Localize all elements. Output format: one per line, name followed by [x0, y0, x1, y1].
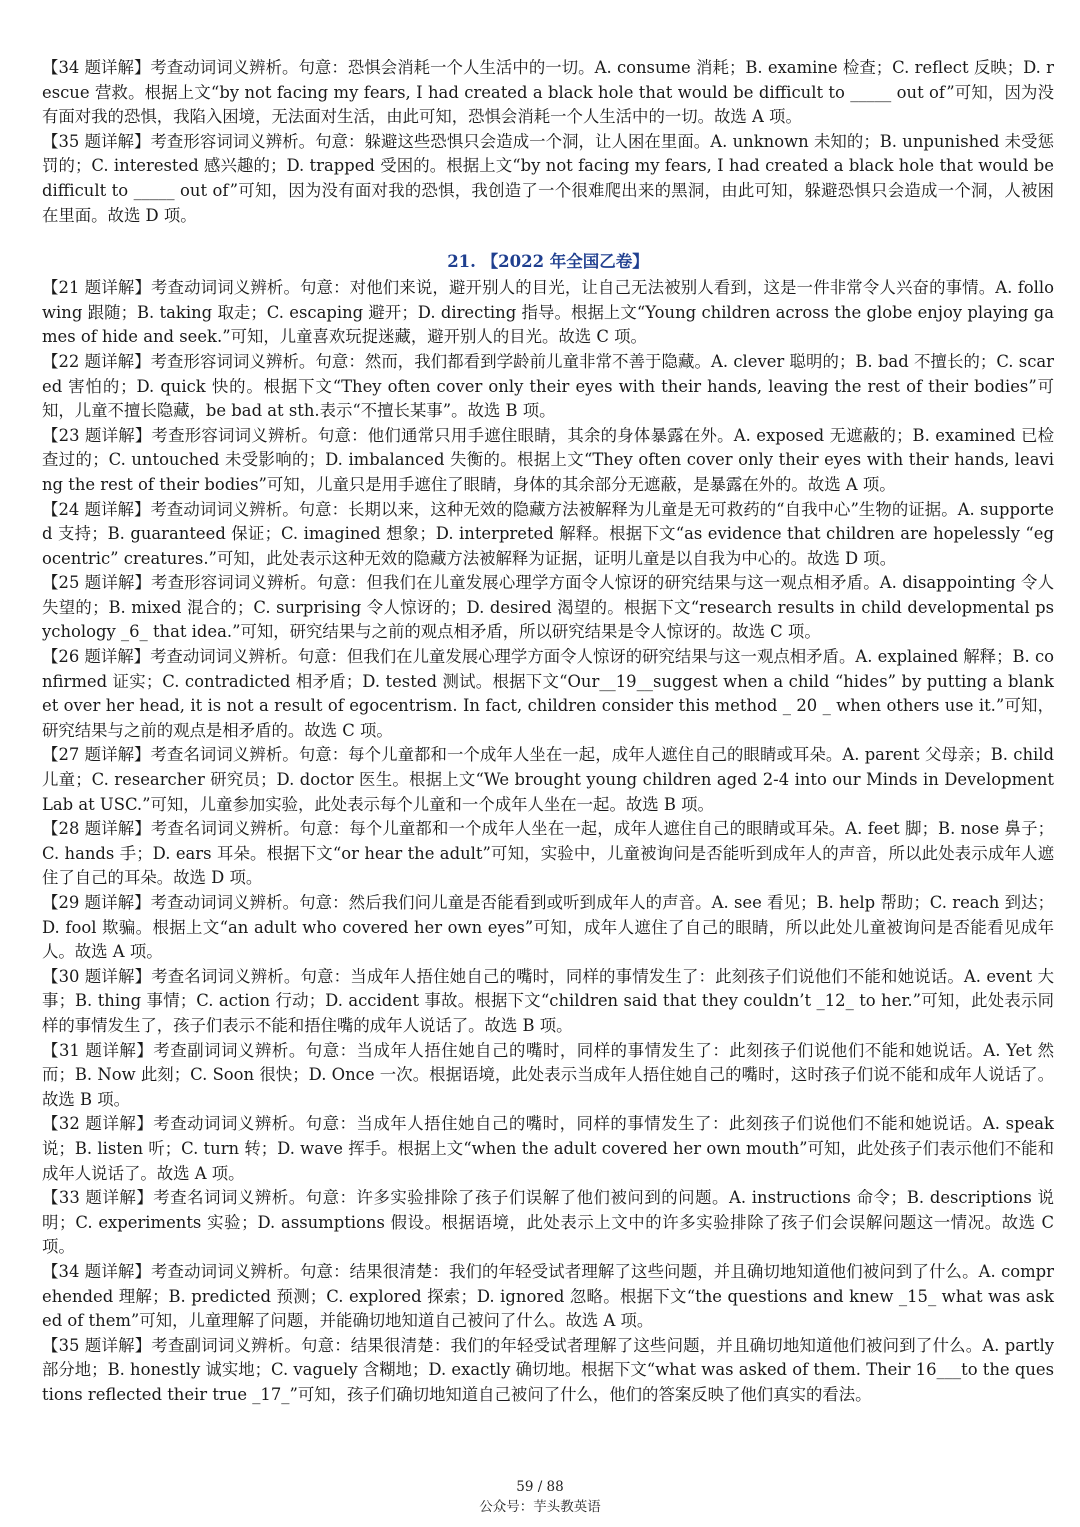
- page-number: 59 / 88: [516, 1479, 564, 1495]
- explanation-paragraph: 【28 题详解】考查名词词义辨析。句意：每个儿童都和一个成年人坐在一起，成年人遮住自己的眼睛或耳朵。A. feet 脚；B. nose 鼻子；C. hands 手；D. ears 耳朵。根据下文“or hear the adult”可知，实验中，儿童被询问是否能听到成年人的声音，所以此处表示成年人遮住了自己的耳朵。故选 D 项。: [42, 819, 1054, 888]
- explanation-paragraph: 【24 题详解】考查动词词义辨析。句意：长期以来，这种无效的隐藏方法被解释为儿童是无可救药的“自我中心”生物的证据。A. supported 支持；B. guaranteed 保证；C. imagined 想象；D. interpreted 解释。根据下文“as evidence that children are hopelessly “egocentric” creatures.”可知，此处表示这种无效的隐藏方法被解释为证据，证明儿童是以自我为中心的。故选 D 项。: [42, 499, 1054, 568]
- explanation-paragraph: 【21 题详解】考查动词词义辨析。句意：对他们来说，避开别人的目光，让自己无法被别人看到，这是一件非常令人兴奋的事情。A. following 跟随；B. taking 取走；C. escaping 避开；D. directing 指导。根据上文“Young children across the globe enjoy playing games of hide and seek.”可知，儿童喜欢玩捉迷藏，避开别人的目光。故选 C 项。: [42, 278, 1054, 347]
- explanation-paragraph: 【23 题详解】考查形容词词义辨析。句意：他们通常只用手遮住眼睛，其余的身体暴露在外。A. exposed 无遮蔽的；B. examined 已检查过的；C. untouched 未受影响的；D. imbalanced 失衡的。根据上文“They often cover only their eyes with their hands, leaving the rest of their bodies”可知，儿童只是用手遮住了眼睛，身体的其余部分无遮蔽，是暴露在外的。故选 A 项。: [42, 425, 1054, 494]
- explanation-paragraph: 【33 题详解】考查名词词义辨析。句意：许多实验排除了孩子们误解了他们被问到的问题。A. instructions 命令；B. descriptions 说明；C. experiments 实验；D. assumptions 假设。根据语境，此处表示上文中的许多实验排除了孩子们会误解问题这一情况。故选 C 项。: [42, 1188, 1054, 1257]
- explanation-paragraph: 【35 题详解】考查形容词词义辨析。句意：躲避这些恐惧只会造成一个洞，让人困在里面。A. unknown 未知的；B. unpunished 未受惩罚的；C. interested 感兴趣的；D. trapped 受困的。根据上文“by not facing my fears, I had created a black hole that would be difficult to _____ out of”可知，因为没有面对我的恐惧，我创造了一个很难爬出来的黑洞，由此可知，躲避恐惧只会造成一个洞，人被困在里面。故选 D 项。: [42, 131, 1054, 225]
- explanation-paragraph: 【32 题详解】考查动词词义辨析。句意：当成年人捂住她自己的嘴时，同样的事情发生了：此刻孩子们说他们不能和她说话。A. speak 说；B. listen 听；C. turn 转；D. wave 挥手。根据上文“when the adult covered her own mouth”可知，此处孩子们表示他们不能和成年人说话了。故选 A 项。: [42, 1114, 1054, 1183]
- section-title: 21. 【2022 年全国乙卷】: [447, 252, 649, 272]
- explanation-paragraph: 【29 题详解】考查动词词义辨析。句意：然后我们问儿童是否能看到或听到成年人的声音。A. see 看见；B. help 帮助；C. reach 到达；D. fool 欺骗。根据上文“an adult who covered her own eyes”可知，成年人遮住了自己的眼睛，所以此处儿童被询问是否能看见成年人。故选 A 项。: [42, 893, 1054, 962]
- account-name: 公众号：芋头教英语: [479, 1499, 601, 1515]
- explanation-paragraph: 【26 题详解】考查动词词义辨析。句意：但我们在儿童发展心理学方面令人惊讶的研究结果与这一观点相矛盾。A. explained 解释；B. confirmed 证实；C. contradicted 相矛盾；D. tested 测试。根据下文“Our__19__suggest when a child “hides” by putting a blanket over her head, it is not a result of egocentrism. In fact, children consider this method _ 20 _ when others use it.”可知，研究结果与之前的观点是相矛盾的。故选 C 项。: [42, 647, 1054, 740]
- explanation-paragraph: 【25 题详解】考查形容词词义辨析。句意：但我们在儿童发展心理学方面令人惊讶的研究结果与这一观点相矛盾。A. disappointing 令人失望的；B. mixed 混合的；C. surprising 令人惊讶的；D. desired 渴望的。根据下文“research results in child developmental psychology _6_ that idea.”可知，研究结果与之前的观点相矛盾，所以研究结果是令人惊讶的。故选 C 项。: [42, 573, 1054, 642]
- explanation-paragraph: 【31 题详解】考查副词词义辨析。句意：当成年人捂住她自己的嘴时，同样的事情发生了：此刻孩子们说他们不能和她说话。A. Yet 然而；B. Now 此刻；C. Soon 很快；D. Once 一次。根据语境，此处表示当成年人捂住她自己的嘴时，这时孩子们说不能和成年人说话了。故选 B 项。: [42, 1040, 1054, 1109]
- explanation-paragraph: 【34 题详解】考查动词词义辨析。句意：恐惧会消耗一个人生活中的一切。A. consume 消耗；B. examine 检查；C. reflect 反映；D. rescue 营救。根据上文“by not facing my fears, I had created a black hole that would be difficult to _____ out of”可知，因为没有面对我的恐惧，我陷入困境，无法面对生活，由此可知，恐惧会消耗一个人生活中的一切。故选 A 项。: [42, 58, 1054, 127]
- explanation-paragraph: 【34 题详解】考查动词词义辨析。句意：结果很清楚：我们的年轻受试者理解了这些问题，并且确切地知道他们被问到了什么。A. comprehended 理解；B. predicted 预测；C. explored 探索；D. ignored 忽略。根据下文“the questions and knew _15_ what was asked of them”可知，儿童理解了问题，并能确切地知道自己被问了什么。故选 A 项。: [42, 1261, 1054, 1331]
- explanation-paragraph: 【35 题详解】考查副词词义辨析。句意：结果很清楚：我们的年轻受试者理解了这些问题，并且确切地知道他们被问到了什么。A. partly 部分地；B. honestly 诚实地；C. vaguely 含糊地；D. exactly 确切地。根据下文“what was asked of them. Their 16___to the questions reflected their true _17_”可知，孩子们确切地知道自己被问了什么，他们的答案反映了他们真实的看法。: [42, 1335, 1054, 1404]
- explanation-paragraph: 【27 题详解】考查名词词义辨析。句意：每个儿童都和一个成年人坐在一起，成年人遮住自己的眼睛或耳朵。A. parent 父母亲；B. child 儿童；C. researcher 研究员；D. doctor 医生。根据上文“We brought young children aged 2-4 into our Minds in Development Lab at USC.”可知，儿童参加实验，此处表示每个儿童和一个成年人坐在一起。故选 B 项。: [42, 745, 1054, 814]
- explanation-paragraph: 【30 题详解】考查名词词义辨析。句意：当成年人捂住她自己的嘴时，同样的事情发生了：此刻孩子们说他们不能和她说话。A. event 大事；B. thing 事情；C. action 行动；D. accident 事故。根据下文“children said that they couldn’t _12_ to her.”可知，此处表示同样的事情发生了，孩子们表示不能和捂住嘴的成年人说话了。故选 B 项。: [42, 966, 1054, 1035]
- page-footer: [0, 1477, 1080, 1517]
- explanation-paragraph: 【22 题详解】考查形容词词义辨析。句意：然而，我们都看到学龄前儿童非常不善于隐藏。A. clever 聪明的；B. bad 不擅长的；C. scared 害怕的；D. quick 快的。根据下文“They often cover only their eyes with their hands, leaving the rest of their bodies”可知，儿童不擅长隐藏，be bad at sth.表示“不擅长某事”。故选 B 项。: [42, 351, 1054, 421]
